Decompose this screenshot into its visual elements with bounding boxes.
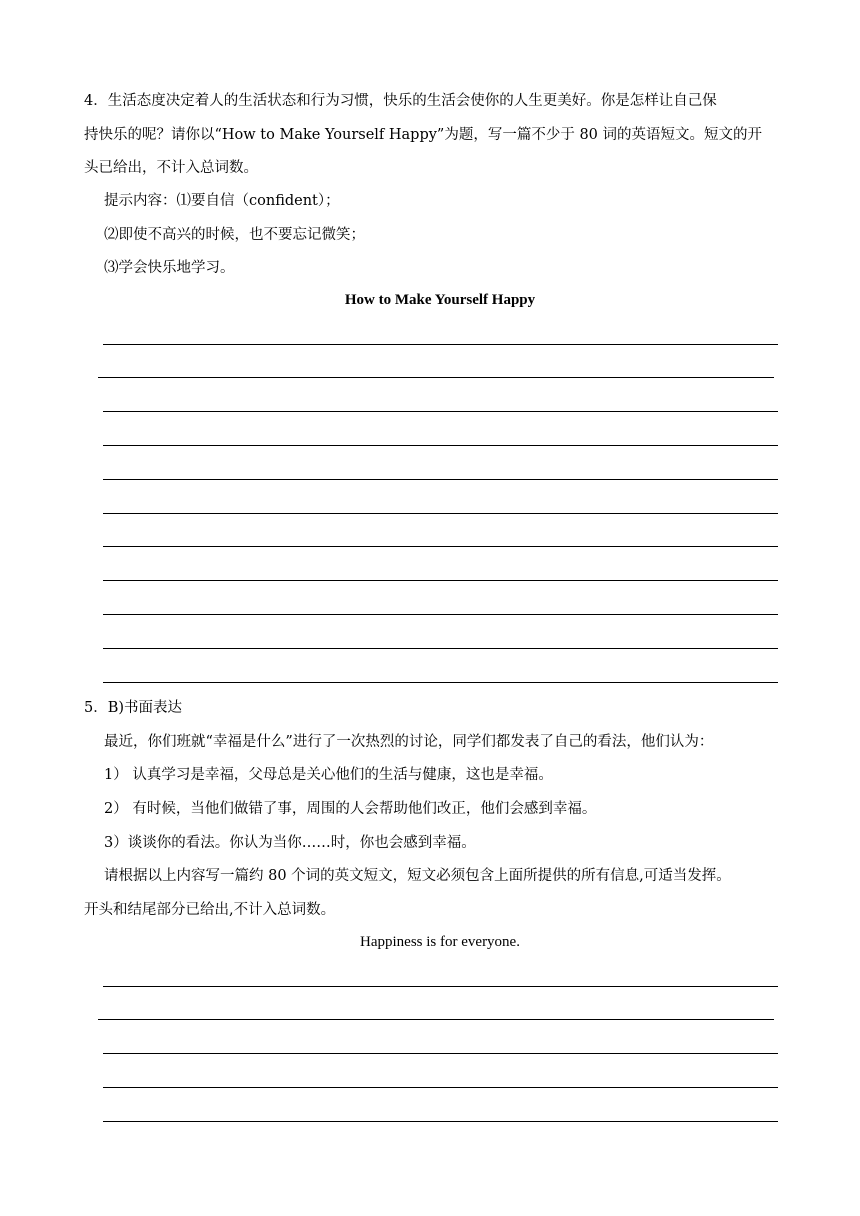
q4-text-line-1: 4．生活态度决定着人的生活状态和行为习惯，快乐的生活会使你的人生更美好。你是怎样让自己保: [84, 93, 717, 109]
answer-line[interactable]: [103, 513, 778, 514]
answer-line[interactable]: [98, 1019, 774, 1020]
answer-line[interactable]: [103, 344, 778, 345]
answer-line[interactable]: [103, 1121, 778, 1122]
q5-intro: 最近，你们班就“幸福是什么”进行了一次热烈的讨论，同学们都发表了自己的看法，他们认为：: [104, 734, 714, 750]
answer-line[interactable]: [103, 445, 778, 446]
answer-line[interactable]: [103, 648, 778, 649]
q4-text-line-2: 持快乐的呢？请你以“How to Make Yourself Happy”为题，写一篇不少于 80 词的英语短文。短文的开: [84, 127, 763, 143]
answer-line[interactable]: [98, 377, 774, 378]
answer-line[interactable]: [103, 682, 778, 683]
answer-line[interactable]: [103, 614, 778, 615]
q4-essay-title: How to Make Yourself Happy: [344, 292, 536, 308]
q5-point-3: 3）谈谈你的看法。你认为当你……时，你也会感到幸福。: [104, 835, 476, 851]
answer-line[interactable]: [103, 580, 778, 581]
q5-instruction-line-1: 请根据以上内容写一篇约 80 个词的英文短文，短文必须包含上面所提供的所有信息,可适当发挥。: [104, 868, 731, 884]
q5-point-2: 2） 有时候，当他们做错了事，周围的人会帮助他们改正，他们会感到幸福。: [104, 801, 597, 817]
q5-essay-opening: Happiness is for everyone.: [360, 934, 520, 950]
q5-instruction-line-2: 开头和结尾部分已给出,不计入总词数。: [84, 902, 336, 918]
q4-text-line-3: 头已给出，不计入总词数。: [84, 160, 258, 176]
answer-line[interactable]: [103, 546, 778, 547]
answer-line[interactable]: [103, 1087, 778, 1088]
answer-line[interactable]: [103, 986, 778, 987]
q4-hint-2: ⑵即使不高兴的时候，也不要忘记微笑；: [104, 227, 365, 243]
answer-line[interactable]: [103, 411, 778, 412]
q4-hint-3: ⑶学会快乐地学习。: [104, 260, 235, 276]
answer-line[interactable]: [103, 479, 778, 480]
q4-hint-1: 提示内容：⑴要自信（confident）；: [104, 193, 340, 209]
q5-heading: 5．B)书面表达: [84, 700, 183, 716]
answer-line[interactable]: [103, 1053, 778, 1054]
q5-point-1: 1） 认真学习是幸福，父母总是关心他们的生活与健康，这也是幸福。: [104, 767, 553, 783]
